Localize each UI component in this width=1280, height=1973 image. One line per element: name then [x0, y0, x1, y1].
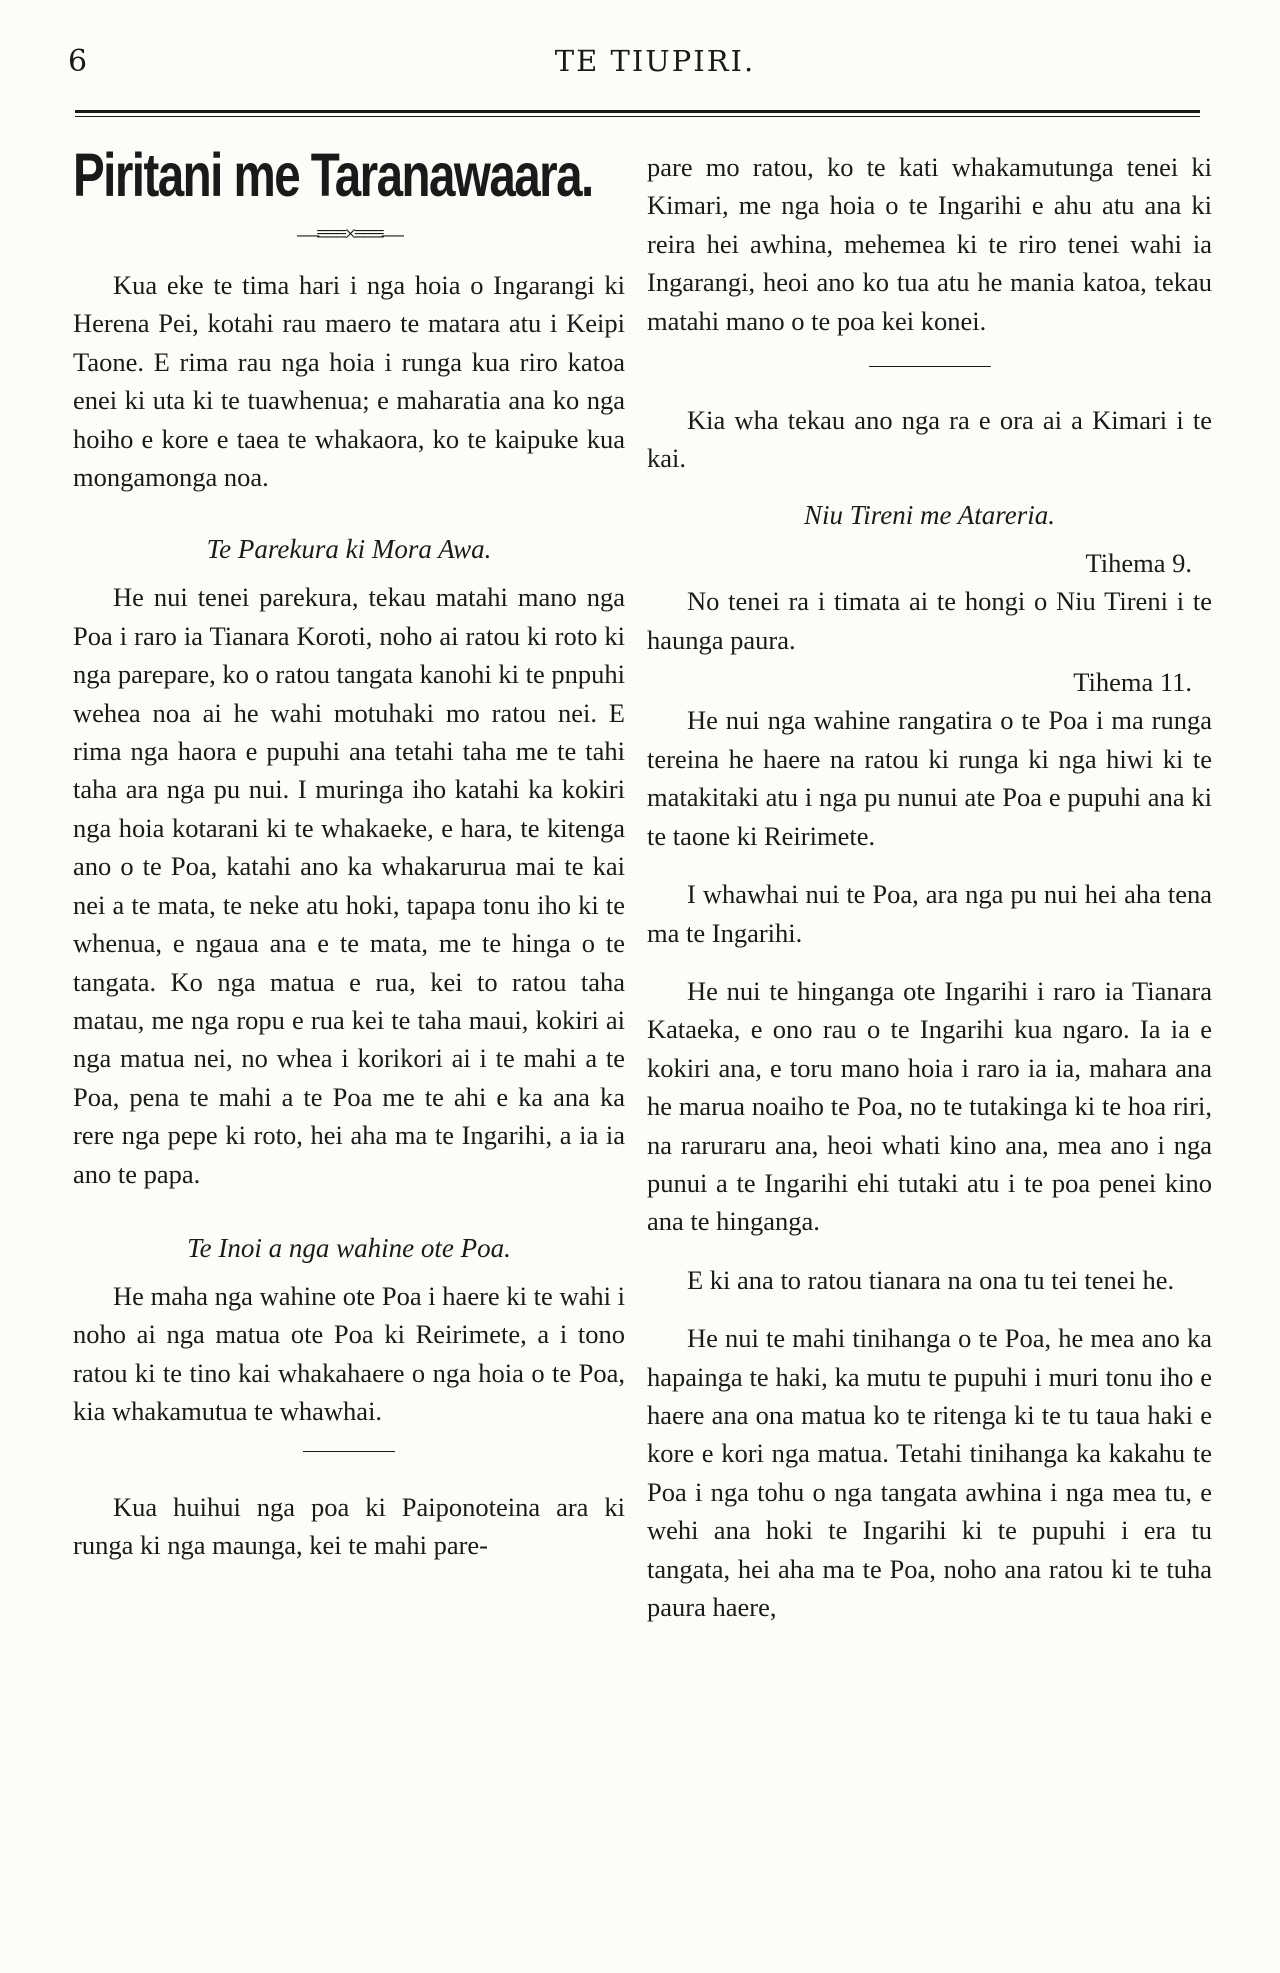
header-rule — [75, 110, 1200, 113]
paragraph: He nui nga wahine rangatira o te Poa i ma runga tereina he haere na ratou ki runga ki nga hiwi ki te matakitaki atu i nga pu nunui ate Poa e pupuhi ana ki te taone ki Reirimete. — [647, 705, 1212, 851]
section-divider — [303, 1451, 395, 1452]
section-divider — [869, 366, 991, 367]
header-rule-thin — [75, 116, 1200, 117]
article-headline: Piritani me Taranawaara. — [73, 141, 593, 209]
paragraph: pare mo ratou, ko te kati whakamutunga tenei ki Kimari, me nga hoia o te Ingarihi e ahu atu ana ki reira hei awhina, mehemea ki te riro tenei wahi ia Ingarangi, heoi ano ko tua atu he mania katoa, tekau matahi mano o te poa kei konei. — [647, 152, 1212, 336]
right-column — [647, 148, 1212, 1626]
page-number: 6 — [68, 44, 88, 79]
section-subhead: Niu Tireni me Atareria. — [803, 499, 1055, 530]
page-header — [0, 44, 1280, 96]
date-line: Tihema 9. — [1085, 547, 1192, 578]
paragraph: E ki ana to ratou tianara na ona tu tei tenei he. — [687, 1264, 1175, 1295]
paragraph: No tenei ra i timata ai te hongi o Niu Tireni i te haunga paura. — [647, 586, 1212, 655]
paragraph: I whawhai nui te Poa, ara nga pu nui hei aha tena ma te Ingarihi. — [647, 879, 1212, 948]
running-title: TE TIUPIRI. — [554, 44, 756, 78]
section-subhead: Te Parekura ki Mora Awa. — [206, 534, 492, 565]
paragraph: Kua huihui nga poa ki Paiponoteina ara ki runga ki nga maunga, kei te mahi pare- — [73, 1491, 625, 1560]
paragraph: He nui te mahi tinihanga o te Poa, he mea ano ka hapainga te haki, ka mutu te pupuhi i muri tonu iho e haere ana ona matua ko te ritenga ki te tu taua haki e kore e kori nga matua. Tetahi tinihanga ka kakahu te Poa i nga tohu o nga tangata awhina i nga mea tu, e wehi ana hoki te Ingarihi ki te pupuhi i era tu tangata, hei aha ma te Poa, noho ana ratou ki te tuha paura haere, — [647, 1323, 1212, 1622]
ornament-divider: —≡≡≡×≡≡≡— — [297, 221, 401, 246]
left-column — [73, 140, 625, 1564]
section-subhead: Te Inoi a nga wahine ote Poa. — [187, 1232, 511, 1263]
paragraph: He nui tenei parekura, tekau matahi mano nga Poa i raro ia Tianara Koroti, noho ai ratou ki roto ki nga parepare, ko o ratou tangata kanohi ki te pnpuhi wehea noa ai he wahi motuhaki mo ratou nei. E rima nga haora e pupuhi ana tetahi taha me te tahi taha ara nga pu nui. I muringa iho katahi ka kokiri nga hoia kotarani ki te whakaeke, e hara, te kitenga ano o te Poa, katahi ano ka whakarurua mai te kai nei a te mata, te neke atu hoki, tapapa tonu iho ki te whenua, e ngaua ana e te mata, me te hinga o te tangata. Ko nga matua e rua, kei to ratou taha matau, me nga ropu e rua kei te taha maui, kokiri ai nga matua nei, no whea i korikori ai i te mahi a te Poa, pena te mahi a te Poa me te ahi e ka ana ka rere nga pepe ki roto, hei aha ma te Ingarihi, a ia ia ano te papa. — [73, 582, 625, 1189]
paragraph: Kua eke te tima hari i nga hoia o Ingarangi ki Herena Pei, kotahi rau maero te matara atu i Keipi Taone. E rima rau nga hoia i runga kua riro katoa enei ki uta ki te tuawhenua; e maharatia ana ko nga hoiho e kore e taea te whakaora, ko te kaipuke kua mongamonga noa. — [73, 270, 625, 493]
paragraph: Kia wha tekau ano nga ra e ora ai a Kimari i te kai. — [647, 405, 1212, 474]
paragraph: He maha nga wahine ote Poa i haere ki te wahi i noho ai nga matua ote Poa ki Reirimete, a i tono ratou ki te tino kai whakahaere o nga hoia o te Poa, kia whakamutua te whawhai. — [73, 1280, 625, 1427]
paragraph: He nui te hinganga ote Ingarihi i raro ia Tianara Kataeka, e ono rau o te Ingarihi kua ngaro. Ia ia e kokiri ana, e toru mano hoia i raro ia ia, mahara ana he marua noaiho te Poa, no te tutakinga ki te hoa riri, na raruraru ana, heoi whati kino ana, mea ano i nga punui a te Ingarihi ehi tutaki atu i te poa penei kino ana te hinganga. — [647, 975, 1212, 1237]
date-line: Tihema 11. — [1073, 667, 1192, 698]
